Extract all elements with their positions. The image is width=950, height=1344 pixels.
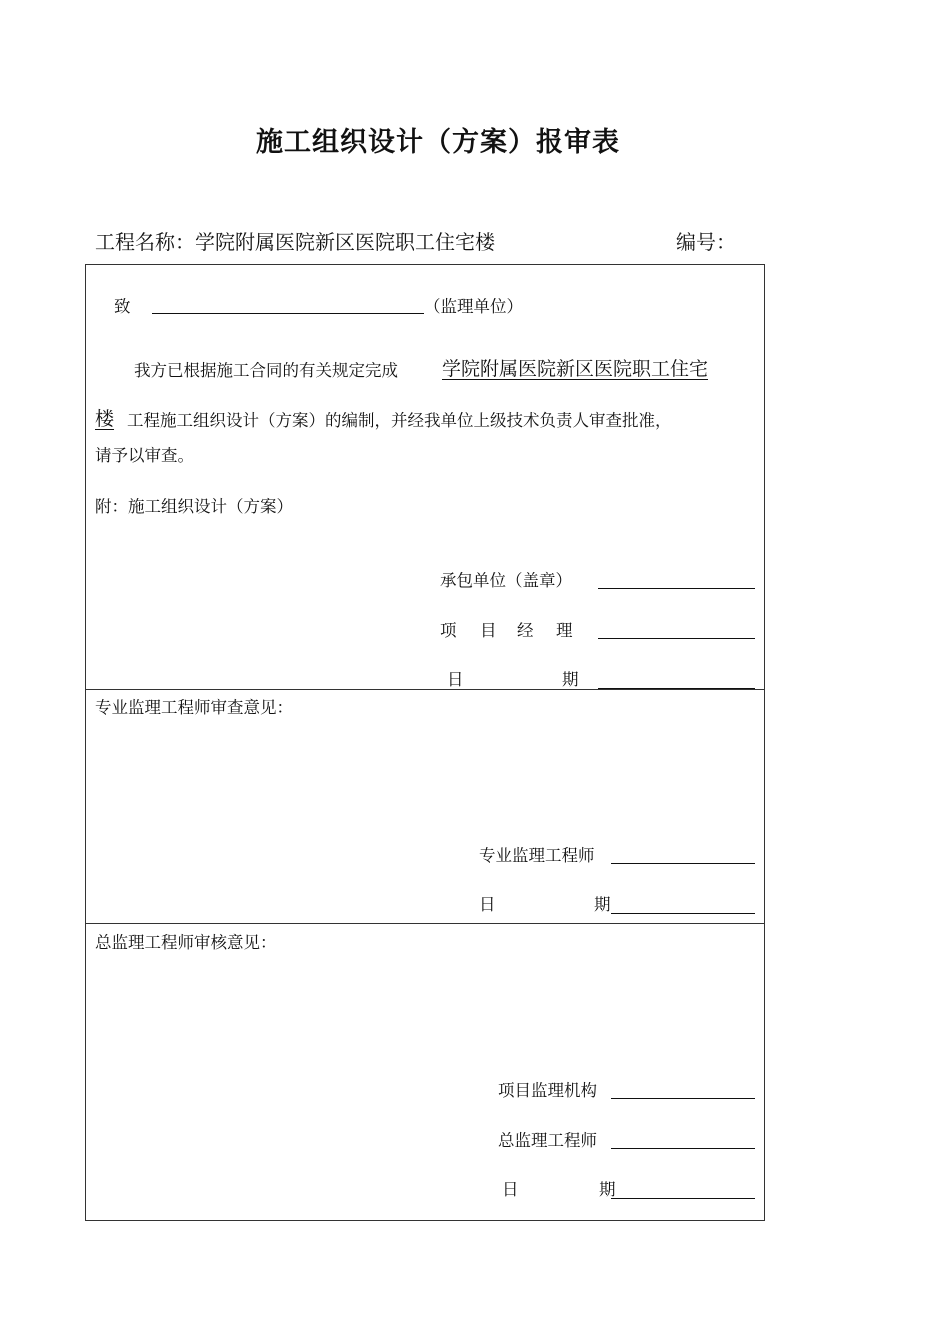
- date-label-1b: 期: [562, 670, 579, 689]
- pm-label-3: 经: [517, 621, 534, 640]
- section-divider-2: [86, 923, 764, 924]
- date-label-3a: 日: [502, 1180, 519, 1199]
- engineer-label: 专业监理工程师: [479, 846, 595, 865]
- contractor-label: 承包单位（盖章）: [440, 571, 572, 590]
- project-name-label: 工程名称：学院附属医院新区医院职工住宅楼: [95, 230, 495, 254]
- to-label: 致: [114, 297, 131, 316]
- attachment-label: 附：施工组织设计（方案）: [95, 497, 293, 516]
- pm-field[interactable]: [598, 638, 755, 639]
- project-name-filled-1: 学院附属医院新区医院职工住宅: [442, 358, 709, 380]
- date-label-3b: 期: [599, 1180, 616, 1199]
- org-field[interactable]: [611, 1098, 755, 1099]
- date-label-1a: 日: [447, 670, 464, 689]
- supervisor-unit-label: （监理单位）: [424, 297, 523, 316]
- date-field-3[interactable]: [611, 1198, 755, 1199]
- paragraph-end: 请予以审查。: [95, 446, 194, 465]
- date-label-2a: 日: [479, 895, 496, 914]
- form-table: [85, 264, 765, 1221]
- paragraph-prefix: 我方已根据施工合同的有关规定完成: [134, 361, 398, 380]
- supervisor-unit-field[interactable]: [152, 313, 424, 314]
- date-field-2[interactable]: [611, 913, 755, 914]
- page-title: 施工组织设计（方案）报审表: [256, 127, 620, 158]
- pm-label-1: 项: [440, 621, 457, 640]
- chief-field[interactable]: [611, 1148, 755, 1149]
- engineer-field[interactable]: [611, 863, 755, 864]
- paragraph-middle: 工程施工组织设计（方案）的编制，并经我单位上级技术负责人审查批准，: [127, 411, 672, 430]
- pm-label-2: 目: [480, 621, 497, 640]
- chief-label: 总监理工程师: [498, 1131, 597, 1150]
- date-label-2b: 期: [594, 895, 611, 914]
- section2-heading: 专业监理工程师审查意见：: [95, 698, 293, 717]
- org-label: 项目监理机构: [498, 1081, 597, 1100]
- project-name-filled-2: 楼: [95, 408, 115, 430]
- number-label: 编号：: [676, 230, 736, 254]
- pm-label-4: 理: [556, 621, 573, 640]
- section-divider-1: [86, 689, 764, 690]
- contractor-field[interactable]: [598, 588, 755, 589]
- section3-heading: 总监理工程师审核意见：: [95, 933, 277, 952]
